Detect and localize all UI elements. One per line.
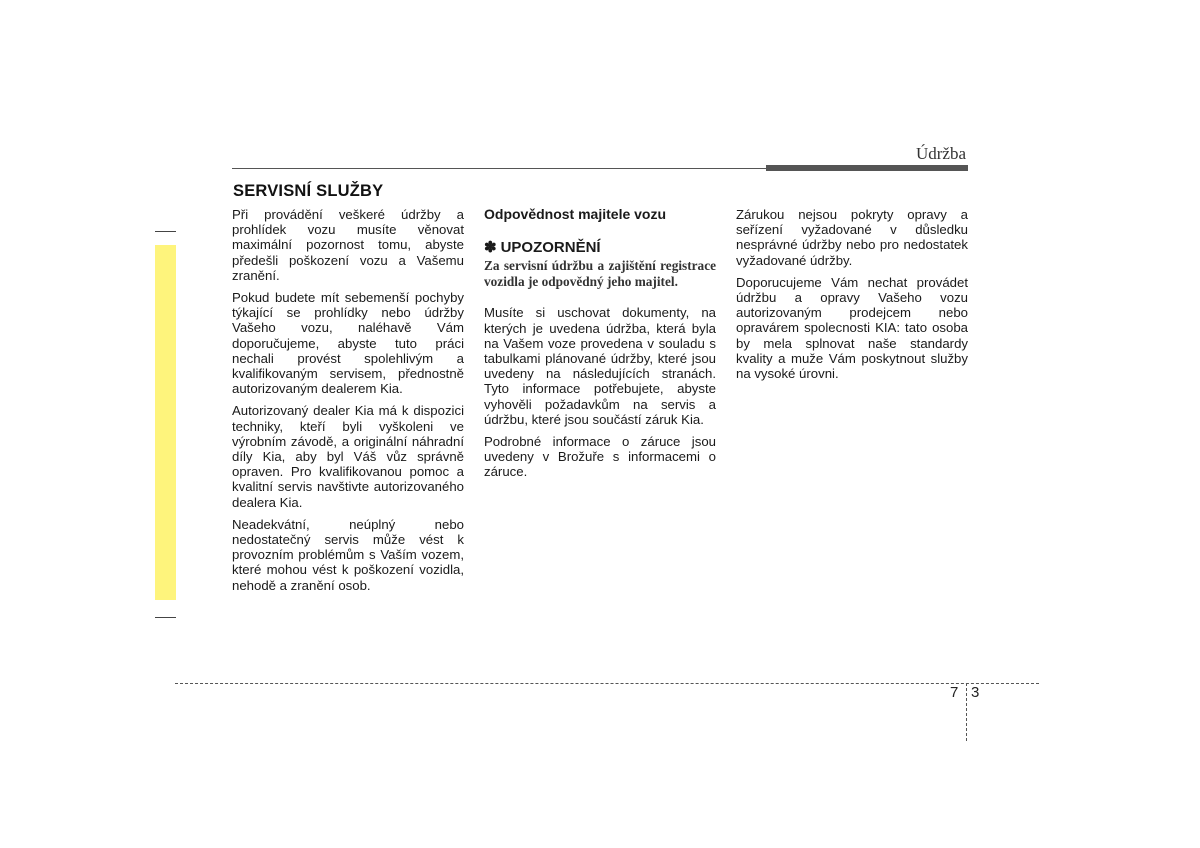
header-rule-accent [766,165,968,171]
section-heading: SERVISNÍ SLUŽBY [233,182,384,200]
chapter-title: Údržba [915,144,966,163]
subheading-owner-responsibility: Odpovědnost majitele vozu [484,206,667,222]
side-tab-top-line [155,231,176,232]
footer-dotted-rule [175,683,1039,684]
asterisk-icon: ✽ [484,239,497,257]
paragraph: Pokud budete mít sebemenší pochyby týkající se prohlídky nebo údržby Vašeho vozu, naléhavě Vám doporučujeme, abyste tuto práci nechali provést spolehlivým a kvalifikovaným servisem, přednostně autorizovaným dealerem Kia. [232,290,464,397]
page-number: 3 [971,684,980,701]
paragraph: Musíte si uschovat dokumenty, na kterých je uvedena údržba, která byla na Vašem voze provedena v souladu s tabulkami plánované údržby, které jsou uvedeny na následujících stranách. Tyto informace potřebujete, abyste vyhověli požadavkům na servis a údržbu, které jsou součástí záruk Kia. [484,305,716,427]
paragraph: Podrobné informace o záruce jsou uvedeny v Brožuře s informacemi o záruce. [484,434,716,480]
paragraph: Neadekvátní, neúplný nebo nedostatečný servis může vést k provozním problémům s Vaším vozem, které mohou vést k poškození vozidla, nehodě a zranění osob. [232,516,464,593]
chapter-side-tab [155,245,176,600]
side-tab-bottom-line [155,617,176,618]
paragraph: Při provádění veškeré údržby a prohlídek vozu musíte věnovat maximální pozornost tomu, abyste předešli poškození vozu a Vašemu zranění. [232,207,464,283]
footer-page-divider [966,683,967,741]
paragraph: Zárukou nejsou pokryty opravy a seřízení vyžadované v důsledku nesprávné údržby nebo pro nedostatek vyžadované údržby. [736,207,968,268]
column-2 [484,207,716,487]
paragraph: Doporucujeme Vám nechat provádet údržbu a opravy Vašeho vozu autorizovaným prodejcem nebo opravárem spolecnosti KIA: tato osoba by mela splnovat naše standardy kvality a muže Vám poskytnout služby na vysoké úrovni. [736,274,968,382]
column-3 [736,207,968,388]
chapter-number: 7 [950,684,959,701]
paragraph: Autorizovaný dealer Kia má k dispozici techniky, kteří byli vyškoleni ve výrobním závodě, a originální náhradní díly Kia, aby byl Váš vůz správně opraven. Pro kvalifikovanou pomoc a kvalitní servis navštivte autorizovaného dealera Kia. [232,403,464,510]
caution-text: Za servisní údržbu a zajištění registrace vozidla je odpovědný jeho majitel. [484,258,716,289]
caution-title: UPOZORNĚNÍ [500,239,601,257]
caution-heading [484,240,716,255]
column-1 [232,207,464,600]
